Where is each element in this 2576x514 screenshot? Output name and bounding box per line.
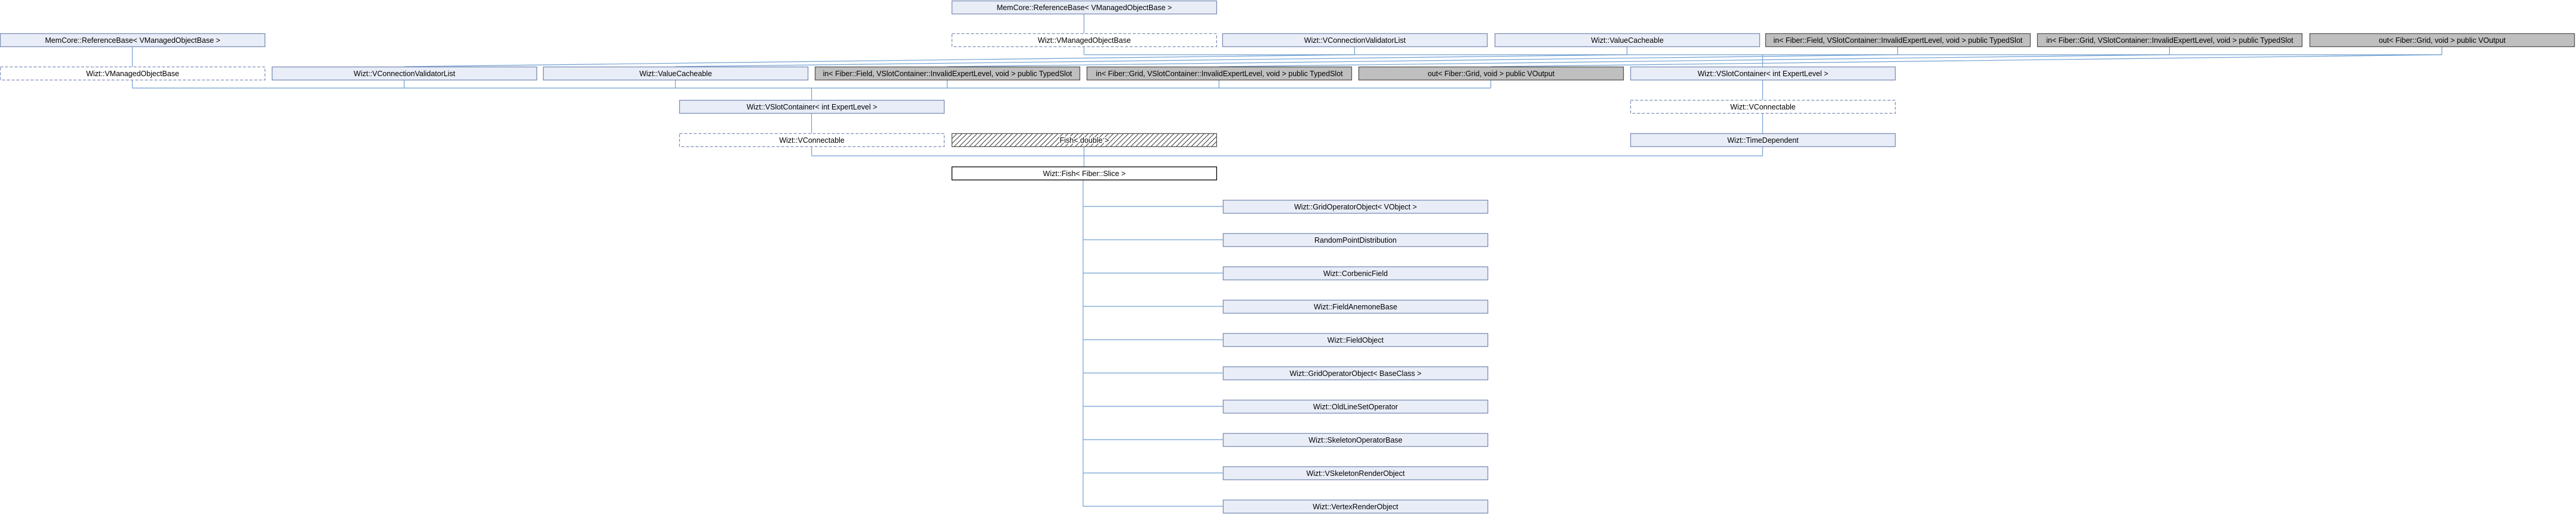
class-node-label: Wizt::VSkeletonRenderObject <box>1306 469 1405 478</box>
inheritance-edge-15 <box>1219 55 2170 67</box>
class-node-label: MemCore::ReferenceBase< VManagedObjectBase > <box>996 4 1172 12</box>
class-node-label: Wizt::VConnectable <box>779 136 845 145</box>
class-node-in-fiber-grid-vslotcontainer-invalidexpertlevel-void-public-typedslot[interactable] <box>2038 34 2302 47</box>
class-node-wizt-valuecacheable[interactable] <box>544 67 808 80</box>
class-node-label: Wizt::VConnectable <box>1730 103 1796 111</box>
class-node-wizt-fish-fiber-slice[interactable] <box>952 167 1217 180</box>
class-node-wizt-vmanagedobjectbase[interactable] <box>1 67 265 80</box>
class-node-label: Wizt::OldLineSetOperator <box>1313 403 1398 411</box>
class-node-label: Wizt::ValueCacheable <box>639 70 713 78</box>
class-node-label: MemCore::ReferenceBase< VManagedObjectBase > <box>45 36 221 45</box>
class-node-wizt-vskeletonrenderobject[interactable] <box>1223 467 1488 480</box>
class-node-label: Wizt::TimeDependent <box>1727 136 1799 145</box>
class-node-wizt-fieldanemonebase[interactable] <box>1223 300 1488 314</box>
class-node-out-fiber-grid-void-public-voutput[interactable] <box>1359 67 1624 80</box>
class-node-wizt-gridoperatorobject-vobject[interactable] <box>1223 200 1488 214</box>
class-node-label: Wizt::FieldAnemoneBase <box>1313 303 1398 311</box>
node-layer <box>1 1 2575 513</box>
class-node-label: Wizt::CorbenicField <box>1323 269 1388 278</box>
class-node-label: Wizt::VConnectionValidatorList <box>353 70 456 78</box>
class-node-fish-double[interactable] <box>952 134 1217 147</box>
class-node-label: Wizt::VManagedObjectBase <box>1037 36 1131 45</box>
class-node-label: Wizt::FieldObject <box>1327 336 1384 344</box>
class-node-wizt-skeletonoperatorbase[interactable] <box>1223 434 1488 447</box>
class-node-label: Wizt::SkeletonOperatorBase <box>1309 436 1402 444</box>
class-node-wizt-fieldobject[interactable] <box>1223 334 1488 347</box>
class-node-label: out< Fiber::Grid, void > public VOutput <box>2379 36 2506 45</box>
class-node-label: RandomPointDistribution <box>1314 236 1397 245</box>
class-node-wizt-gridoperatorobject-baseclass[interactable] <box>1223 367 1488 380</box>
class-node-label: Wizt::Fish< Fiber::Slice > <box>1043 170 1126 178</box>
class-node-wizt-valuecacheable[interactable] <box>1495 34 1760 47</box>
class-node-wizt-vmanagedobjectbase[interactable] <box>952 34 1217 47</box>
class-node-label: in< Fiber::Grid, VSlotContainer::InvalidExpertLevel, void > public TypedSlot <box>1096 70 1343 78</box>
class-node-memcore-referencebase-vmanagedobjectbase[interactable] <box>952 1 1217 14</box>
class-node-label: Wizt::GridOperatorObject< VObject > <box>1294 203 1417 211</box>
class-node-wizt-corbenicfield[interactable] <box>1223 267 1488 280</box>
class-node-out-fiber-grid-void-public-voutput[interactable] <box>2310 34 2575 47</box>
class-node-in-fiber-field-vslotcontainer-invalidexpertlevel-void-public-typedslot[interactable] <box>1766 34 2031 47</box>
class-node-wizt-vslotcontainer-int-expertlevel[interactable] <box>680 101 945 114</box>
class-node-wizt-vconnectable[interactable] <box>680 134 945 147</box>
class-node-label: out< Fiber::Grid, void > public VOutput <box>1427 70 1555 78</box>
inheritance-edge-14 <box>947 55 1898 67</box>
class-node-label: Wizt::GridOperatorObject< BaseClass > <box>1289 369 1422 378</box>
class-node-wizt-vconnectionvalidatorlist[interactable] <box>272 67 537 80</box>
class-node-label: in< Fiber::Grid, VSlotContainer::InvalidExpertLevel, void > public TypedSlot <box>2046 36 2293 45</box>
class-node-wizt-vslotcontainer-int-expertlevel[interactable] <box>1631 67 1896 80</box>
class-node-label: Wizt::VSlotContainer< int ExpertLevel > <box>746 103 877 111</box>
class-node-wizt-vconnectionvalidatorlist[interactable] <box>1223 34 1488 47</box>
inheritance-edge-13 <box>676 55 1627 67</box>
inheritance-edge-16 <box>1491 55 2442 67</box>
class-node-label: in< Fiber::Field, VSlotContainer::InvalidExpertLevel, void > public TypedSlot <box>823 70 1072 78</box>
inheritance-edge-12 <box>404 55 1355 67</box>
class-node-wizt-oldlinesetoperator[interactable] <box>1223 400 1488 413</box>
class-node-label: Wizt::VSlotContainer< int ExpertLevel > <box>1698 70 1828 78</box>
class-node-wizt-timedependent[interactable] <box>1631 134 1896 147</box>
class-node-label: Wizt::VManagedObjectBase <box>86 70 180 78</box>
class-node-in-fiber-field-vslotcontainer-invalidexpertlevel-void-public-typedslot[interactable] <box>815 67 1080 80</box>
class-node-in-fiber-grid-vslotcontainer-invalidexpertlevel-void-public-typedslot[interactable] <box>1087 67 1352 80</box>
edge-layer <box>133 14 2442 506</box>
class-node-label: in< Fiber::Field, VSlotContainer::InvalidExpertLevel, void > public TypedSlot <box>1773 36 2023 45</box>
class-node-randompointdistribution[interactable] <box>1223 234 1488 247</box>
class-node-label: Wizt::VertexRenderObject <box>1313 503 1398 511</box>
class-node-label: Wizt::VConnectionValidatorList <box>1304 36 1406 45</box>
class-node-label: Fish< double > <box>1059 136 1109 145</box>
class-node-memcore-referencebase-vmanagedobjectbase[interactable] <box>1 34 265 47</box>
class-node-wizt-vconnectable[interactable] <box>1631 101 1896 114</box>
class-node-label: Wizt::ValueCacheable <box>1590 36 1664 45</box>
class-node-wizt-vertexrenderobject[interactable] <box>1223 500 1488 513</box>
